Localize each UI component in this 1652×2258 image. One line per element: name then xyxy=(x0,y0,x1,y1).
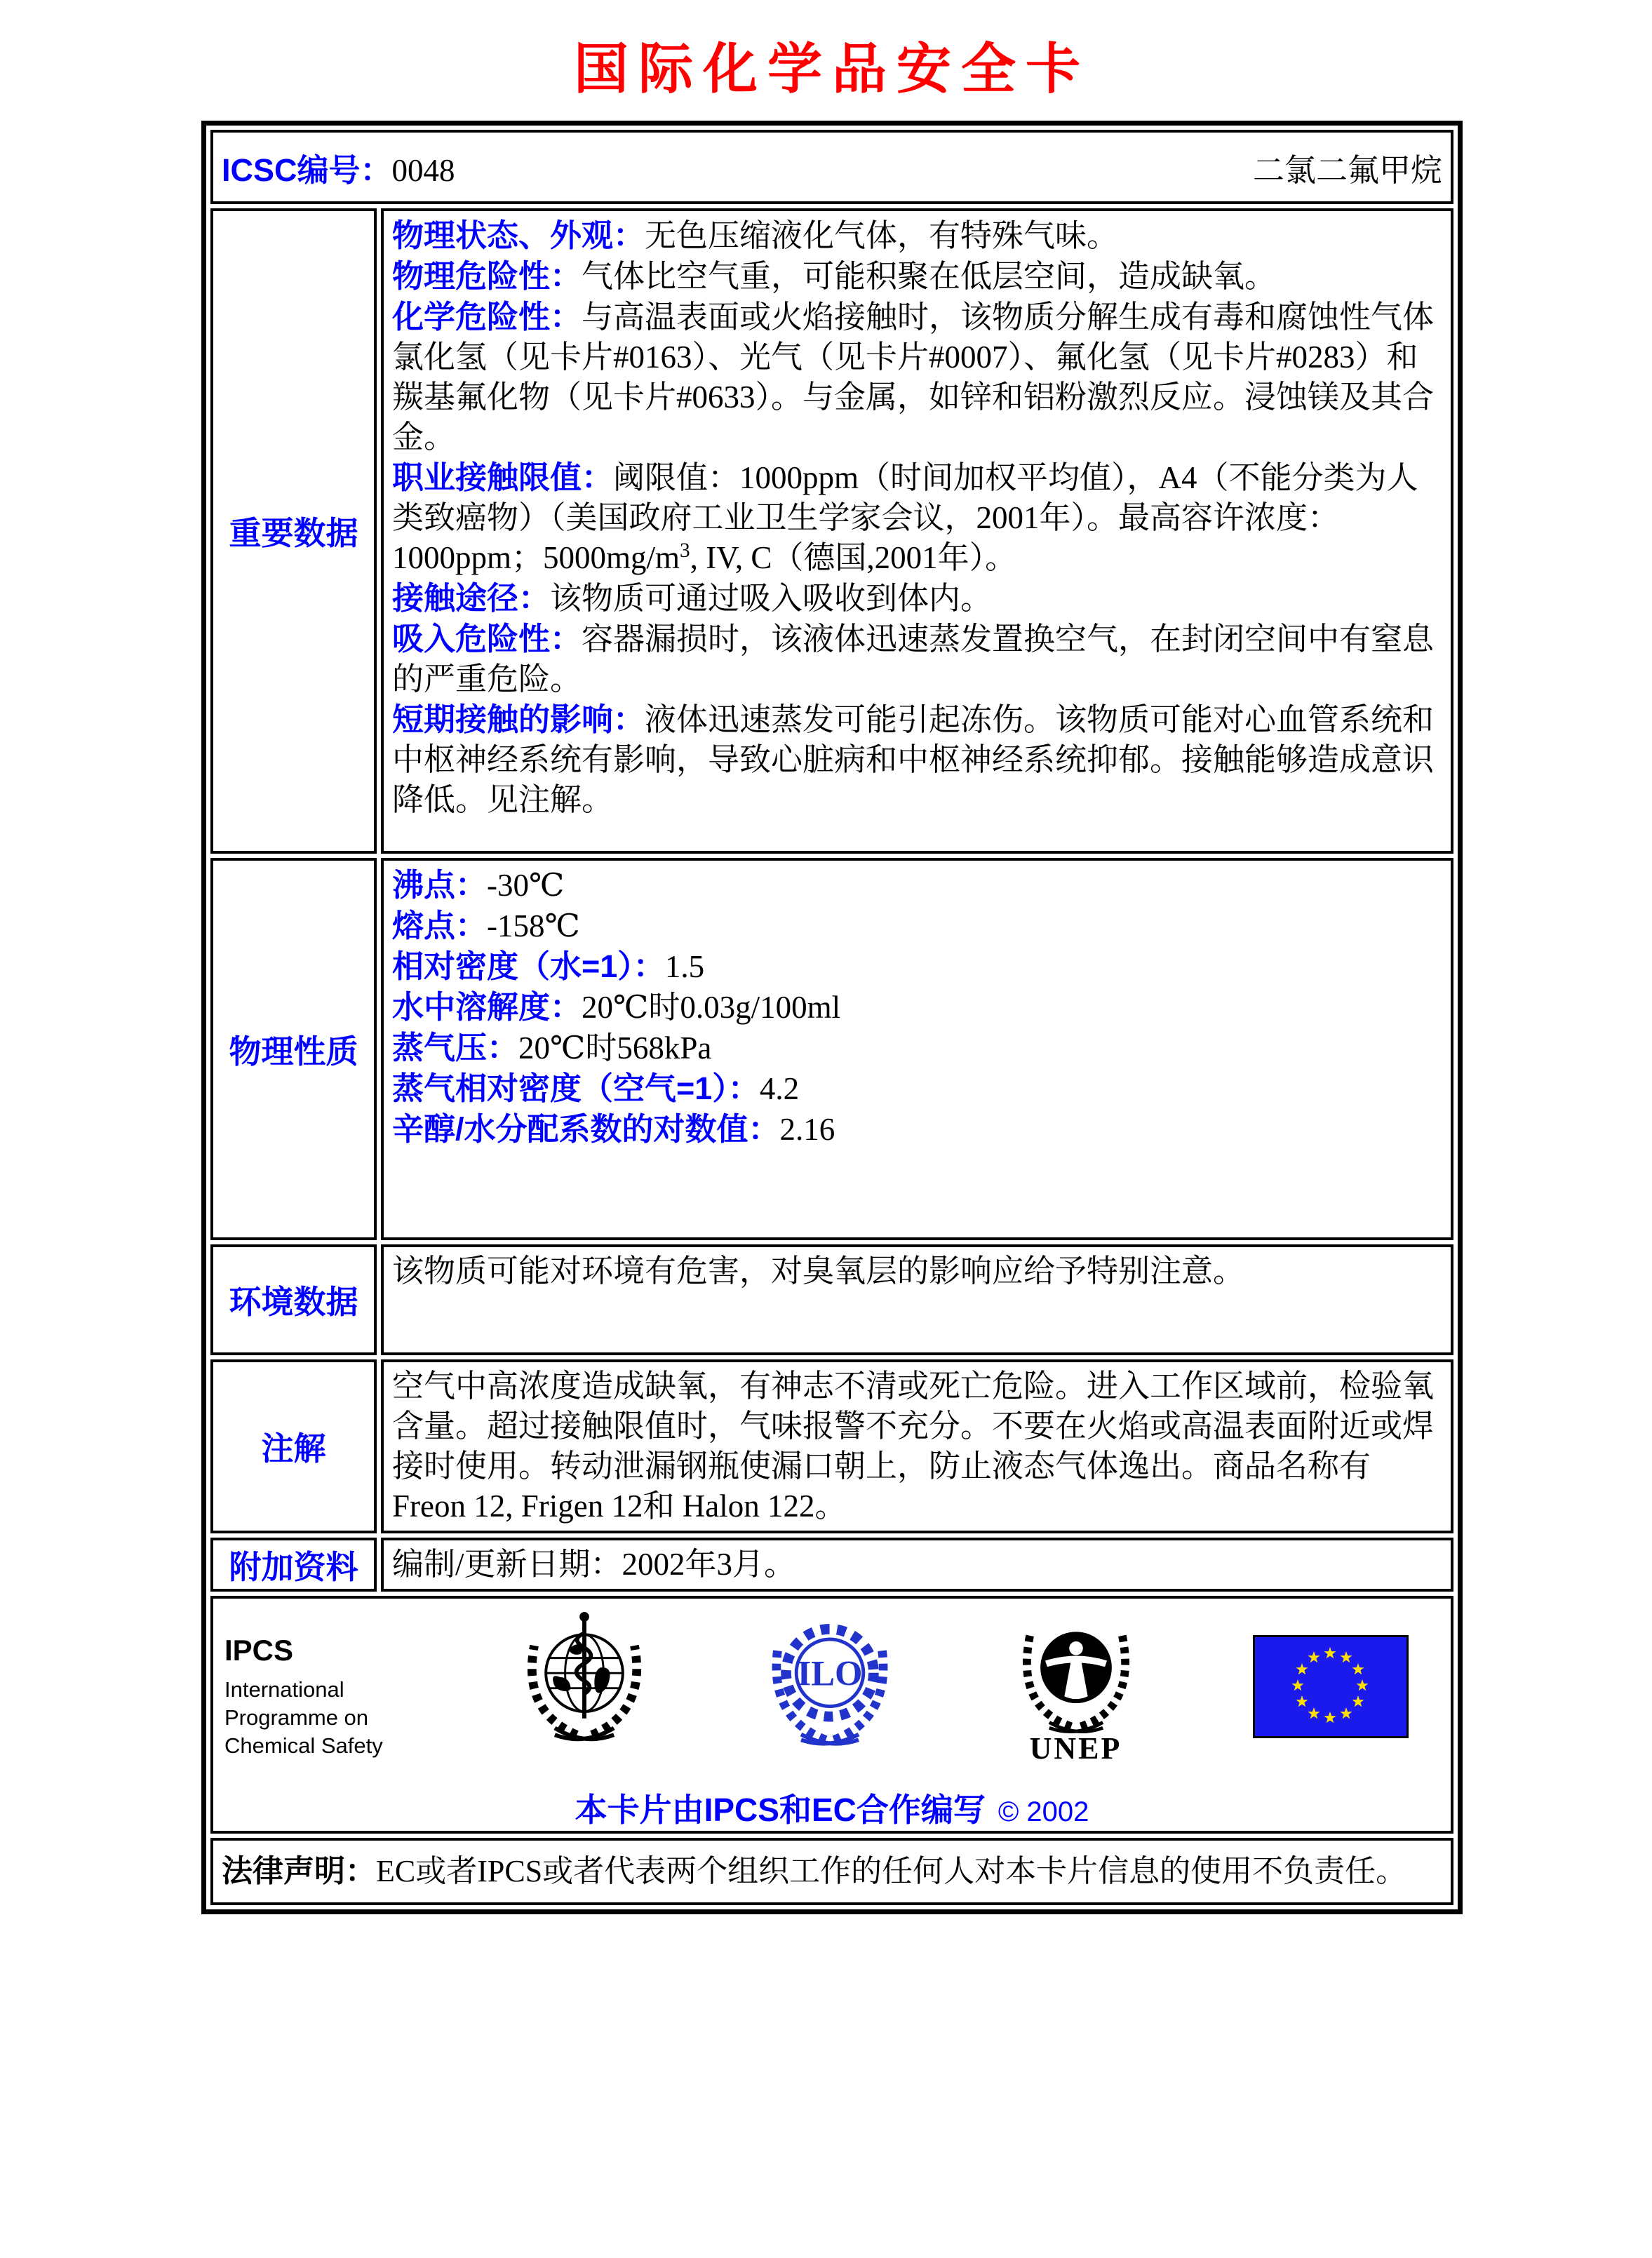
ipcs-line: Chemical Safety xyxy=(224,1733,383,1758)
property-value: 2.16 xyxy=(779,1112,835,1147)
unep-label: UNEP xyxy=(1029,1731,1122,1766)
section-label-environmental-data: 环境数据 xyxy=(210,1244,377,1355)
additional-info-text: 编制/更新日期：2002年3月。 xyxy=(392,1547,796,1582)
icsc-header-row xyxy=(210,130,1453,204)
property-value: -30℃ xyxy=(487,868,565,903)
ipcs-abbr: IPCS xyxy=(224,1634,294,1667)
physical-property xyxy=(392,987,1442,1028)
item-label: 短期接触的影响： xyxy=(392,701,645,737)
footer-caption: 本卡片由IPCS和EC合作编写 xyxy=(575,1792,986,1828)
property-value: -158℃ xyxy=(487,908,580,943)
item-label: 物理危险性： xyxy=(392,258,582,294)
important-data-content xyxy=(381,208,1453,854)
property-label: 沸点： xyxy=(392,867,488,903)
property-label: 蒸气相对密度（空气=1）： xyxy=(392,1070,760,1106)
important-item xyxy=(392,619,1442,699)
superscript: 3 xyxy=(680,539,690,562)
icsc-card xyxy=(201,121,1463,1914)
footer-copyright: © 2002 xyxy=(998,1796,1089,1827)
item-text: 气体比空气重，可能积聚在低层空间，造成缺氧。 xyxy=(582,259,1277,294)
unep-logo xyxy=(1011,1610,1141,1766)
eu-flag-icon xyxy=(1253,1635,1409,1738)
additional-info-content xyxy=(381,1538,1453,1592)
important-item xyxy=(392,256,1442,297)
ipcs-line: International xyxy=(224,1677,344,1702)
ilo-monogram: ILO xyxy=(797,1653,863,1693)
property-label: 水中溶解度： xyxy=(392,989,582,1025)
item-label: 物理状态、外观： xyxy=(392,217,645,253)
notes-text: 空气中高浓度造成缺氧，有神志不清或死亡危险。进入工作区域前，检验氧含量。超过接触限值时，气味报警不充分。不要在火焰或高温表面附近或焊接时使用。转动泄漏钢瓶使漏口朝上，防止液态气体逸出。商品名称有Freon 12, Frigen 12和 Halon 122。 xyxy=(392,1369,1435,1524)
physical-properties-row xyxy=(210,858,1453,1240)
physical-property xyxy=(392,906,1442,946)
environmental-data-row xyxy=(210,1244,1453,1355)
item-label: 化学危险性： xyxy=(392,299,582,335)
important-item xyxy=(392,699,1442,820)
important-item xyxy=(392,297,1442,457)
page-title: 国际化学品安全卡 xyxy=(573,39,1090,100)
physical-property xyxy=(392,946,1442,987)
item-text: , IV, C（德国,2001年）。 xyxy=(690,540,1017,575)
ilo-logo-icon xyxy=(761,1610,899,1750)
property-label: 蒸气压： xyxy=(392,1030,519,1066)
physical-property xyxy=(392,1028,1442,1068)
important-item xyxy=(392,578,1442,619)
property-value: 20℃时0.03g/100ml xyxy=(582,990,841,1025)
ipcs-block xyxy=(224,1634,407,1760)
property-label: 相对密度（水=1）： xyxy=(392,948,665,984)
legal-text: EC或者IPCS或者代表两个组织工作的任何人对本卡片信息的使用不负责任。 xyxy=(376,1854,1407,1888)
section-label-additional-info: 附加资料 xyxy=(210,1538,377,1592)
footer-caption-row xyxy=(213,1785,1451,1831)
physical-properties-content xyxy=(381,858,1453,1240)
section-label-notes: 注解 xyxy=(210,1359,377,1533)
eu-flag xyxy=(1253,1635,1409,1738)
legal-label: 法律声明： xyxy=(222,1854,376,1888)
item-label: 接触途径： xyxy=(392,580,551,616)
who-logo-icon xyxy=(519,1610,650,1747)
unep-emblem-icon xyxy=(1011,1610,1141,1736)
legal-row xyxy=(210,1838,1453,1905)
item-text: 该物质可通过吸入吸收到体内。 xyxy=(550,581,993,616)
item-text: 无色压缩液化气体，有特殊气味。 xyxy=(645,218,1119,253)
physical-property xyxy=(392,865,1442,906)
environmental-text: 该物质可能对环境有危害，对臭氧层的影响应给予特别注意。 xyxy=(392,1254,1245,1289)
icsc-number-group xyxy=(222,145,455,190)
property-value: 20℃时568kPa xyxy=(518,1030,712,1066)
property-value: 1.5 xyxy=(664,949,705,984)
icsc-number-value: 0048 xyxy=(391,152,455,188)
important-data-row xyxy=(210,208,1453,854)
icsc-header xyxy=(222,137,1442,197)
physical-property xyxy=(392,1109,1442,1150)
property-label: 熔点： xyxy=(392,908,488,943)
chemical-name: 二氯二氟甲烷 xyxy=(1252,152,1442,188)
item-text: 液体迅速蒸发可能引起冻伤。该物质可能对心血管系统和中枢神经系统有影响，导致心脏病和中枢神经系统抑郁。接触能够造成意识降低。见注解。 xyxy=(392,702,1435,817)
logos-strip xyxy=(213,1599,1451,1766)
important-item xyxy=(392,215,1442,256)
environmental-data-content xyxy=(381,1244,1453,1355)
item-text: 阈限值：1000ppm（时间加权平均值），A4（不能分类为人类致癌物）（美国政府工业卫生学家会议，2001年）。最高容许浓度：1000ppm；5000mg/m xyxy=(392,460,1418,575)
legal-notice xyxy=(222,1853,1442,1890)
notes-row xyxy=(210,1359,1453,1533)
additional-info-row xyxy=(210,1538,1453,1592)
property-value: 4.2 xyxy=(759,1071,800,1106)
property-label: 辛醇/水分配系数的对数值： xyxy=(392,1111,780,1147)
important-item xyxy=(392,457,1442,578)
notes-content xyxy=(381,1359,1453,1533)
logos-row xyxy=(210,1596,1453,1834)
item-label: 职业接触限值： xyxy=(392,459,614,495)
item-text: 与高温表面或火焰接触时，该物质分解生成有毒和腐蚀性气体氯化氢（见卡片#0163）、光气（见卡片#0007）、氟化氢（见卡片#0283）和羰基氟化物（见卡片#0633）。与金属，如锌和铝粉激烈反应。浸蚀镁及其合金。 xyxy=(392,300,1435,455)
section-label-physical-properties: 物理性质 xyxy=(210,858,377,1240)
item-text: 容器漏损时，该液体迅速蒸发置换空气，在封闭空间中有窒息的严重危险。 xyxy=(392,621,1435,697)
physical-property xyxy=(392,1068,1442,1109)
item-label: 吸入危险性： xyxy=(392,621,582,657)
ipcs-line: Programme on xyxy=(224,1705,369,1730)
icsc-number-label: ICSC编号： xyxy=(222,152,392,188)
section-label-important-data: 重要数据 xyxy=(210,208,377,854)
